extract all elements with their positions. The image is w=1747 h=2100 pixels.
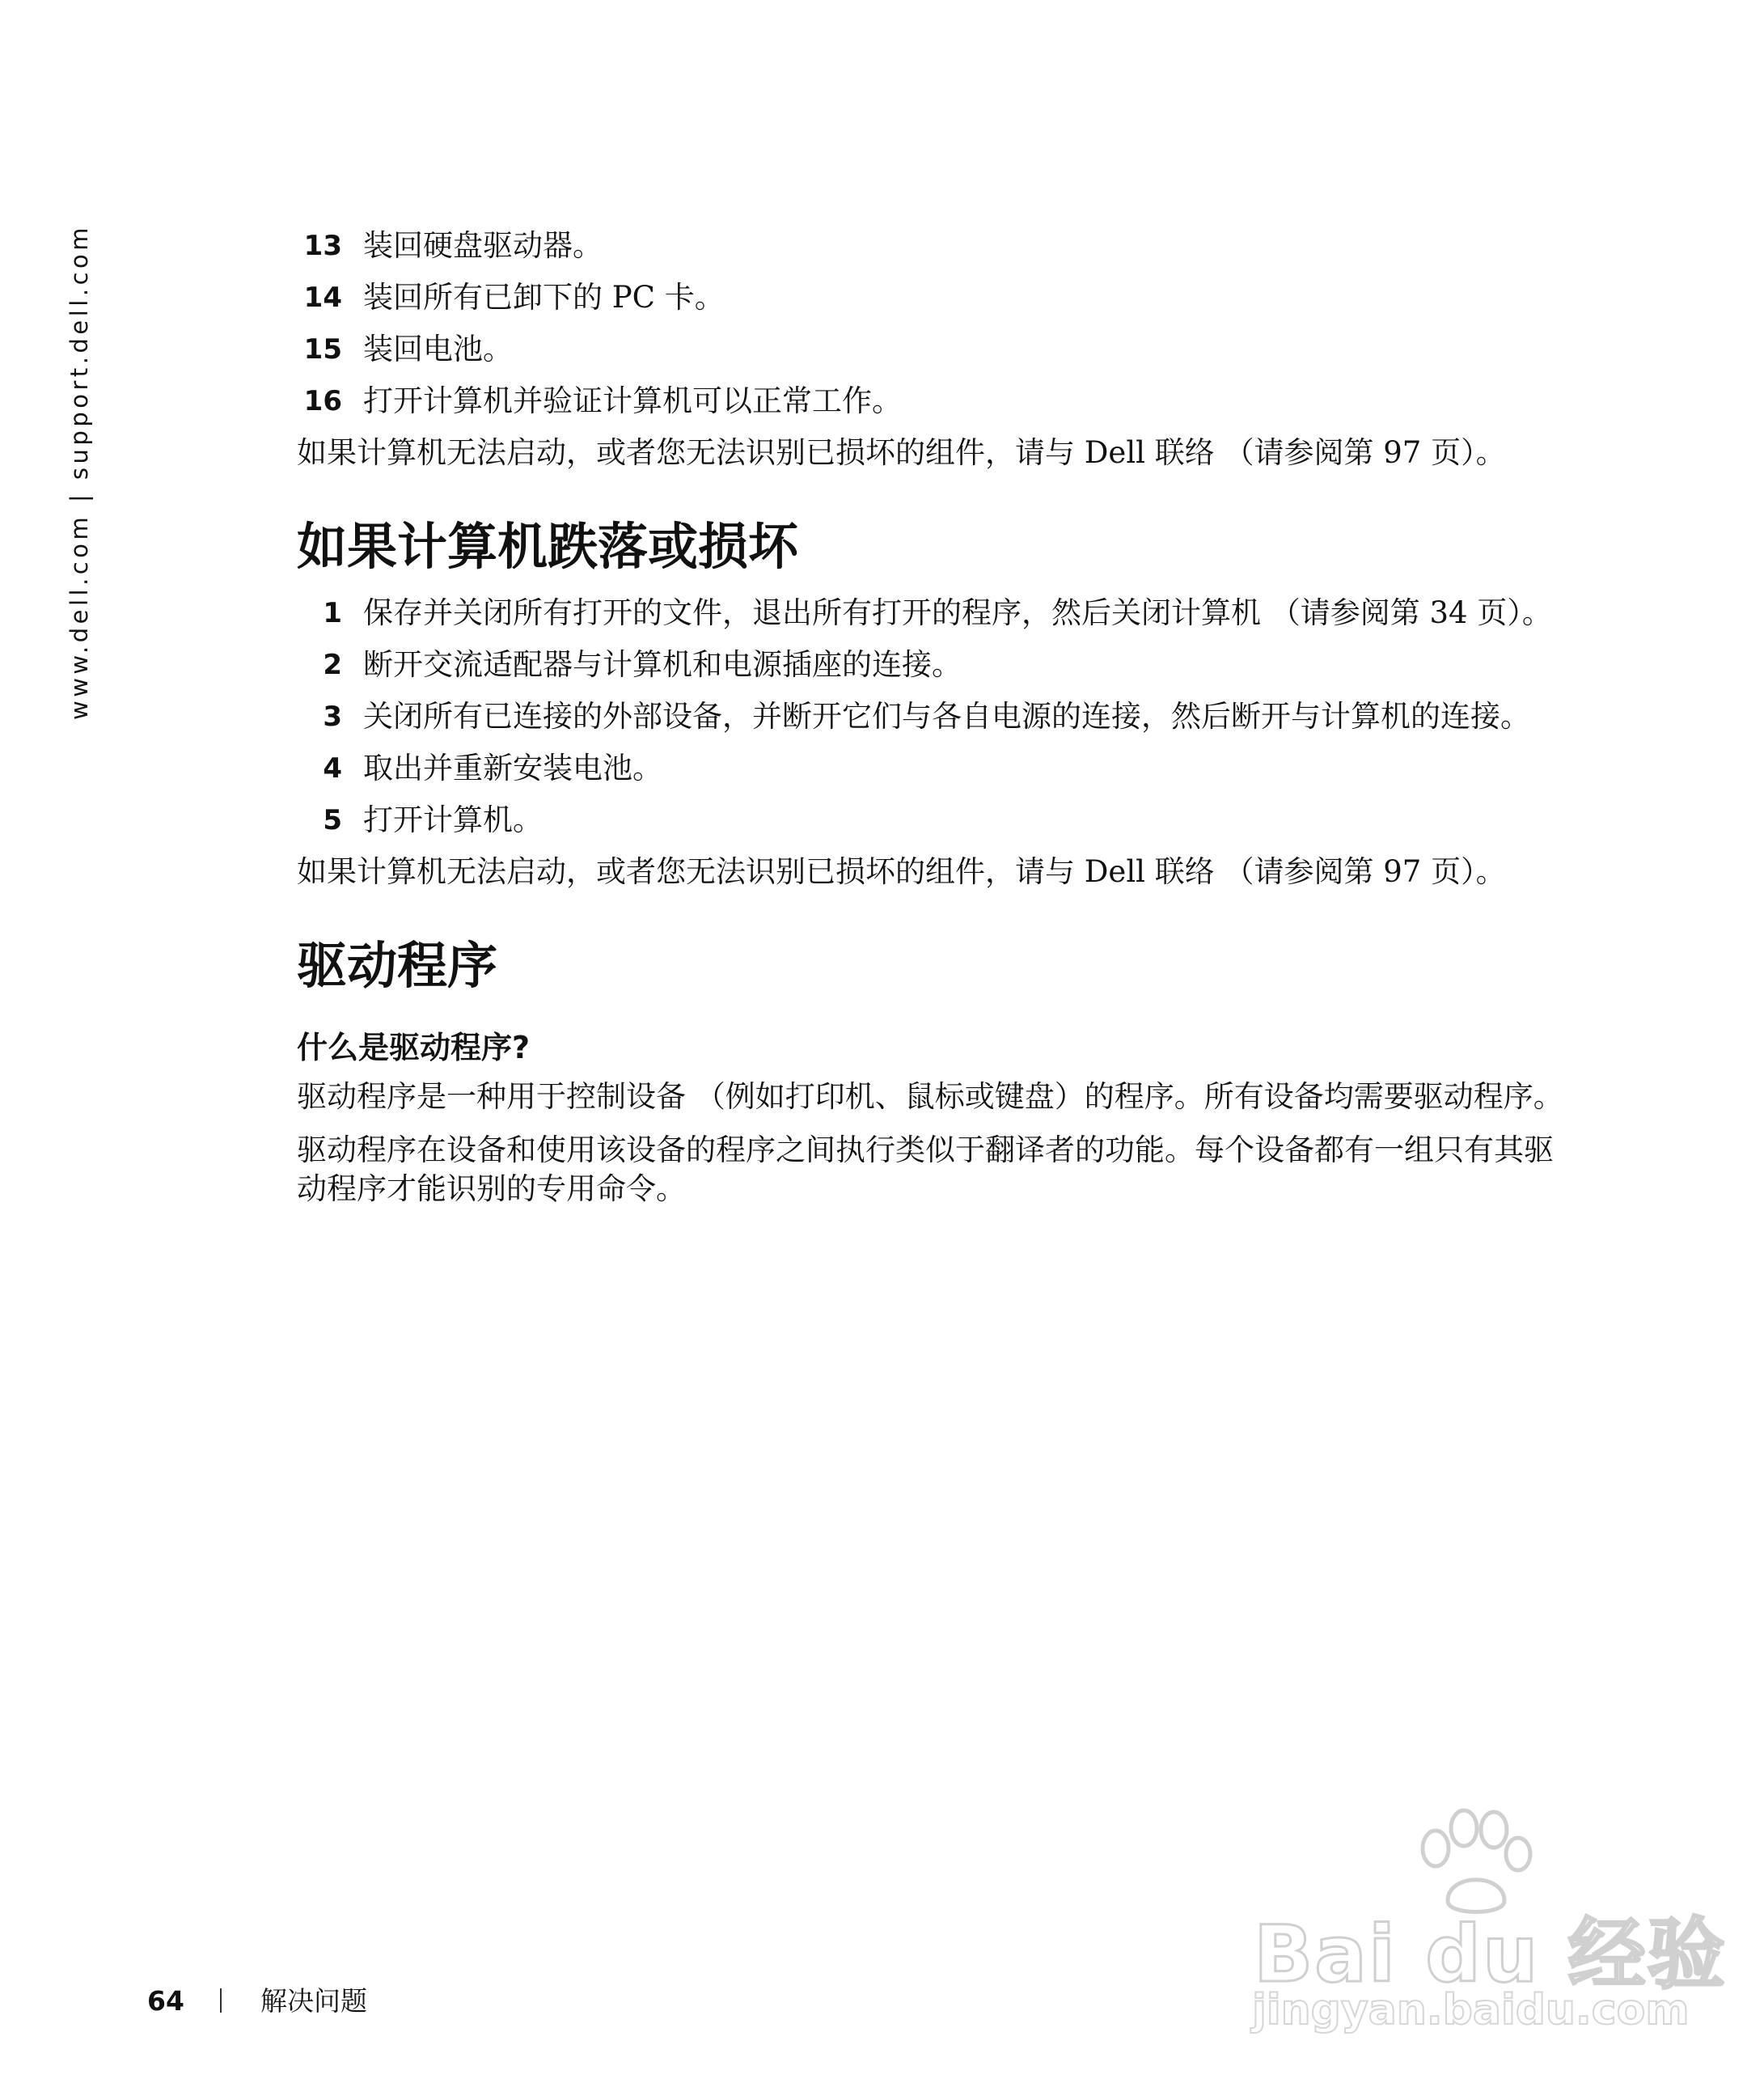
step-number: 1: [323, 597, 342, 629]
baidu-watermark: [1229, 1804, 1727, 2047]
step-text: 保存并关闭所有打开的文件，退出所有打开的程序，然后关闭计算机 （请参阅第 34 页）。: [363, 595, 1552, 630]
step-number: 5: [323, 804, 342, 836]
section-title-drop: 如果计算机跌落或损坏: [297, 517, 799, 576]
step-number: 13: [303, 230, 342, 262]
drop-step-1: [297, 594, 1583, 633]
watermark-url: jingyan.baidu.com: [1252, 1986, 1690, 2034]
step-text: 打开计算机并验证计算机可以正常工作。: [363, 383, 902, 418]
step-16: [297, 382, 1583, 421]
chapter-name: 解决问题: [260, 1985, 367, 2017]
step-14: [297, 278, 1583, 317]
step-text: 装回硬盘驱动器。: [363, 228, 603, 263]
page-number: 64: [147, 1985, 184, 2017]
step-text: 装回所有已卸下的 PC 卡。: [363, 280, 725, 315]
step-number: 16: [303, 385, 342, 417]
step-15: [297, 330, 1583, 369]
step-number: 3: [323, 701, 342, 733]
drop-step-5: [297, 801, 1583, 840]
section-title-drivers: 驱动程序: [297, 936, 498, 995]
contact-paragraph: 如果计算机无法启动，或者您无法识别已损坏的组件，请与 Dell 联络 （请参阅第 97 页）。: [297, 854, 1506, 889]
drop-step-4: [297, 749, 1583, 788]
drivers-paragraph-1: 驱动程序是一种用于控制设备 （例如打印机、鼠标或键盘）的程序。所有设备均需要驱动程序。: [297, 1079, 1563, 1114]
step-text: 装回电池。: [363, 332, 513, 366]
step-text: 断开交流适配器与计算机和电源插座的连接。: [363, 647, 962, 682]
step-text: 关闭所有已连接的外部设备，并断开它们与各自电源的连接，然后断开与计算机的连接。: [363, 699, 1530, 734]
step-text: 打开计算机。: [363, 802, 543, 837]
drop-step-3: [297, 697, 1583, 736]
page-content: [297, 227, 1583, 1223]
subsection-title: 什么是驱动程序?: [297, 1030, 531, 1065]
drop-step-2: [297, 646, 1583, 684]
drivers-paragraph-2: 驱动程序在设备和使用该设备的程序之间执行类似于翻译者的功能。每个设备都有一组只有其驱动程序才能识别的专用命令。: [297, 1133, 1554, 1206]
step-13: [297, 227, 1583, 265]
step-number: 15: [303, 333, 342, 366]
watermark-brand: Bai du 经验: [1254, 1909, 1727, 2000]
step-number: 2: [323, 649, 342, 681]
side-url-text: www.dell.com | support.dell.com: [66, 223, 93, 720]
page-footer: [147, 1984, 367, 2019]
step-number: 4: [323, 752, 342, 785]
step-number: 14: [303, 282, 342, 314]
contact-paragraph: 如果计算机无法启动，或者您无法识别已损坏的组件，请与 Dell 联络 （请参阅第 97 页）。: [297, 435, 1506, 470]
step-text: 取出并重新安装电池。: [363, 751, 662, 785]
footer-divider: [220, 1988, 222, 2013]
